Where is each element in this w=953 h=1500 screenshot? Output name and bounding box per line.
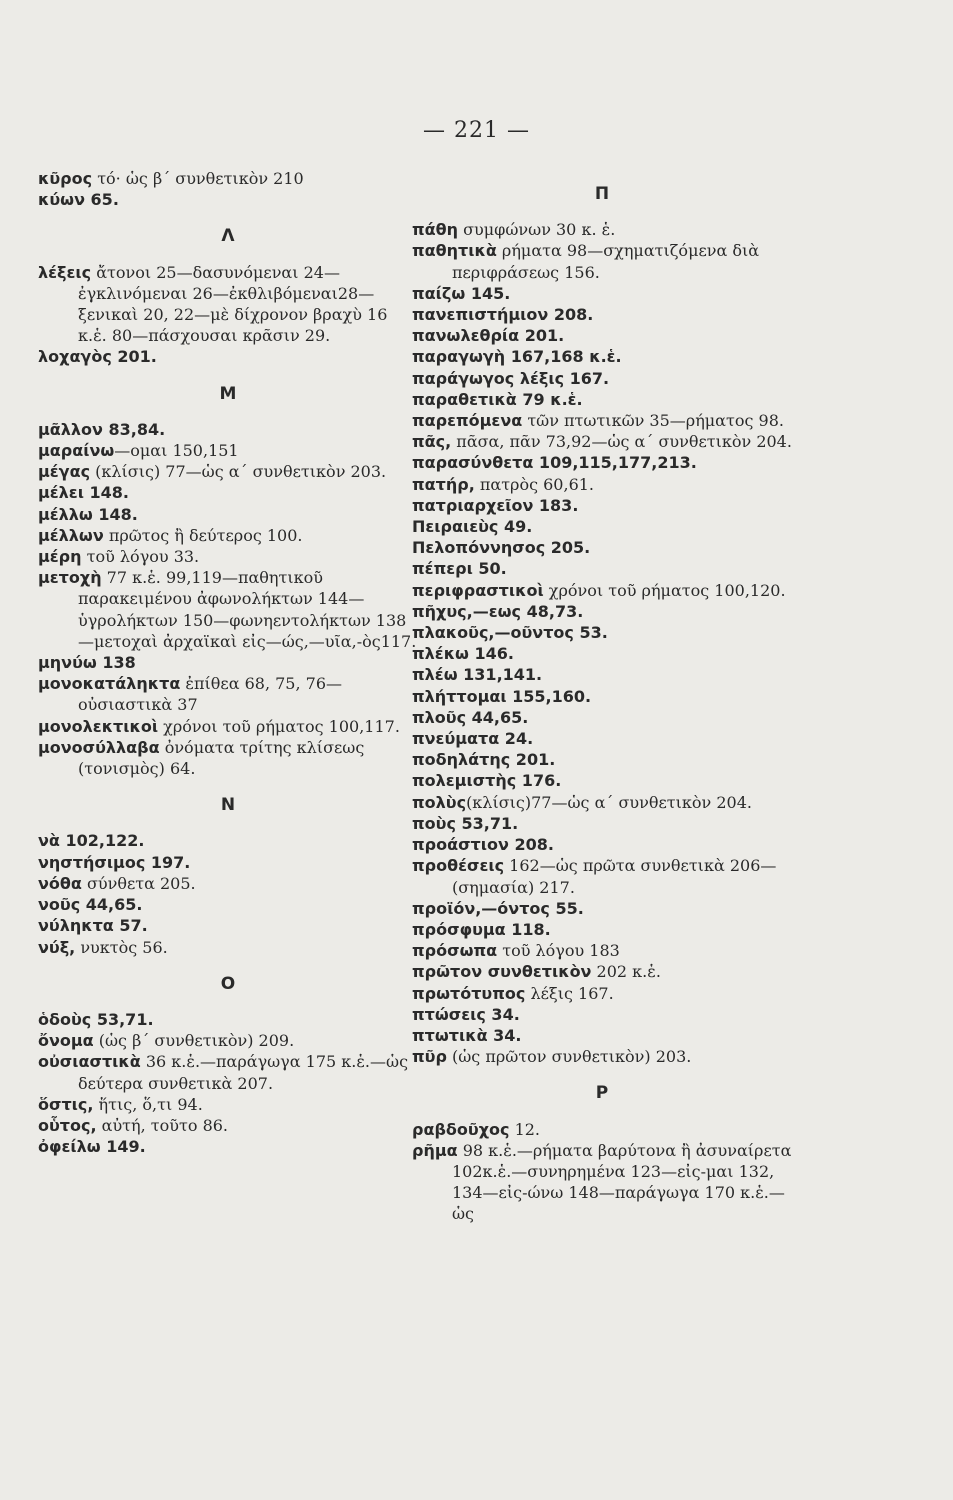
index-entry xyxy=(412,1004,792,1025)
entry-text: τοῦ λόγου 33. xyxy=(81,547,200,567)
index-entry xyxy=(38,346,418,367)
index-entry xyxy=(412,686,792,707)
index-entry xyxy=(412,728,792,749)
section-letter: Λ xyxy=(221,226,235,247)
index-entry xyxy=(412,240,792,282)
entry-headword: πνεύματα 24. xyxy=(412,729,534,749)
entry-headword: νύξ, xyxy=(38,937,76,957)
index-entry xyxy=(412,813,792,834)
index-entry xyxy=(412,749,792,770)
entry-headword: πανωλεθρία 201. xyxy=(412,326,565,346)
index-entry xyxy=(412,537,792,558)
entry-headword: ρῆμα xyxy=(412,1140,458,1160)
index-entry xyxy=(38,1136,418,1157)
section-gap xyxy=(38,958,418,968)
entry-headword: παραθετικὰ 79 κ.ἑ. xyxy=(412,389,583,409)
index-entry xyxy=(412,219,792,240)
entry-headword: παράγωγος λέξις 167. xyxy=(412,368,610,388)
right-column xyxy=(412,168,792,1225)
entry-text: τῶν πτωτικῶν 35—ρήματος 98. xyxy=(522,411,784,431)
entry-text: (ὡς πρῶτον συνθετικὸν) 203. xyxy=(446,1047,692,1067)
entry-headword: πανεπιστήμιον 208. xyxy=(412,305,594,325)
page-number: — 221 — xyxy=(423,118,530,143)
entry-text: 162—ὡς πρῶτα συνθετικὰ 206—(σημασία) 217. xyxy=(452,856,777,897)
index-entry xyxy=(38,189,418,210)
index-entry xyxy=(412,643,792,664)
entry-headword: μέρη xyxy=(38,547,82,567)
index-entry xyxy=(412,1046,792,1067)
entry-headword: πῦρ xyxy=(412,1047,447,1067)
index-entry xyxy=(38,1009,418,1030)
entry-text: νυκτὸς 56. xyxy=(75,937,168,957)
index-entry xyxy=(412,622,792,643)
index-entry xyxy=(412,558,792,579)
index-entry xyxy=(38,716,418,737)
entry-text: (κλίσις)77—ὡς α΄ συνθετικὸν 204. xyxy=(466,792,752,812)
index-entry xyxy=(38,894,418,915)
entry-headword: παρασύνθετα 109,115,177,213. xyxy=(412,453,697,473)
index-entry xyxy=(412,940,792,961)
entry-text: (ὡς β΄ συνθετικὸν) 209. xyxy=(93,1031,295,1051)
index-entry xyxy=(412,410,792,431)
index-entry xyxy=(38,937,418,958)
entry-headword: πρῶτον συνθετικὸν xyxy=(412,962,592,982)
entry-headword: λέξεις xyxy=(38,262,92,282)
entry-headword: παίζω 145. xyxy=(412,283,511,303)
index-entry xyxy=(38,873,418,894)
entry-headword: πατήρ, xyxy=(412,474,475,494)
index-entry xyxy=(412,983,792,1004)
entry-headword: ποὺς 53,71. xyxy=(412,813,519,833)
entry-headword: παθητικὰ xyxy=(412,241,497,261)
entry-headword: οὗτος, xyxy=(38,1115,97,1135)
index-entry xyxy=(412,304,792,325)
entry-headword: ὅστις, xyxy=(38,1094,94,1114)
entry-headword: οὐσιαστικὰ xyxy=(38,1052,141,1072)
index-entry xyxy=(38,461,418,482)
entry-headword: παραγωγὴ 167,168 κ.ἑ. xyxy=(412,347,622,367)
entry-headword: παρεπόμενα xyxy=(412,411,523,431)
index-entry xyxy=(38,567,418,652)
entry-text: ἄτονοι 25—δασυνόμεναι 24—ἐγκλινόμεναι 26—ἐκθλιβόμεναι28—ξενικαὶ 20, 22—μὲ δίχρονον βραχὺ 16 κ.ἑ. 80—πάσχουσαι κρᾶσιν 29. xyxy=(78,262,388,346)
index-entry xyxy=(412,792,792,813)
entry-text: χρόνοι τοῦ ρήματος 100,117. xyxy=(158,716,400,736)
entry-headword: μετοχὴ xyxy=(38,568,102,588)
entry-headword: ραβδοῦχος xyxy=(412,1119,510,1139)
entry-headword: ὄνομα xyxy=(38,1031,94,1051)
entry-headword: προϊόν,—όντος 55. xyxy=(412,898,584,918)
entry-headword: πλέω 131,141. xyxy=(412,665,543,685)
entry-text: ἥτις, ὅ,τι 94. xyxy=(93,1094,203,1114)
index-entry xyxy=(412,707,792,728)
index-entry xyxy=(38,1030,418,1051)
entry-headword: μηνύω 138 xyxy=(38,653,136,673)
index-entry xyxy=(412,431,792,452)
index-entry xyxy=(412,834,792,855)
index-entry xyxy=(412,452,792,473)
index-entry xyxy=(38,852,418,873)
entry-text: 77 κ.ἑ. 99,119—παθητικοῦ παρακειμένου ἀφωνολήκτων 144—ὑγρολήκτων 150—φωνηεντολήκτων 138—μετοχαὶ ἀρχαϊκαὶ εἰς—ώς,—υῖα,-ὸς117. xyxy=(78,568,417,651)
entry-text: σύνθετα 205. xyxy=(81,873,196,893)
entry-text: 36 κ.ἑ.—παράγωγα 175 κ.ἑ.—ὡς δεύτερα συνθετικὰ 207. xyxy=(78,1052,409,1093)
index-entry xyxy=(38,504,418,525)
entry-headword: νὰ 102,122. xyxy=(38,831,145,851)
index-entry xyxy=(412,898,792,919)
index-entry xyxy=(412,664,792,685)
entry-headword: πλέκω 146. xyxy=(412,644,515,664)
section-gap xyxy=(38,368,418,378)
entry-text: 12. xyxy=(509,1119,541,1139)
entry-headword: περιφραστικοὶ xyxy=(412,580,544,600)
entry-headword: πρόσωπα xyxy=(412,941,498,961)
index-entry xyxy=(38,419,418,440)
index-entry xyxy=(412,346,792,367)
entry-text: πρῶτος ἢ δεύτερος 100. xyxy=(103,525,303,545)
entry-text: ρήματα 98—σχηματιζόμενα διὰ περιφράσεως 156. xyxy=(452,241,760,282)
entry-headword: πτωτικὰ 34. xyxy=(412,1025,522,1045)
entry-headword: νύληκτα 57. xyxy=(38,916,148,936)
entry-text: ὀνόματα τρίτης κλίσεως (τονισμὸς) 64. xyxy=(78,737,365,779)
entry-headword: μέγας xyxy=(38,462,91,482)
entry-text: αὐτή, τοῦτο 86. xyxy=(96,1115,229,1135)
entry-headword: μαραίνω xyxy=(38,441,115,461)
index-entry xyxy=(38,1094,418,1115)
entry-headword: ὁδοὺς 53,71. xyxy=(38,1009,154,1029)
entry-text: συμφώνων 30 κ. ἑ. xyxy=(458,220,616,240)
entry-text: ἐπίθεα 68, 75, 76—οὐσιαστικὰ 37 xyxy=(78,674,343,715)
index-entry xyxy=(412,580,792,601)
index-entry xyxy=(412,474,792,495)
index-entry xyxy=(38,737,418,779)
index-entry xyxy=(412,368,792,389)
entry-headword: πολεμιστὴς 176. xyxy=(412,771,562,791)
index-entry xyxy=(38,652,418,673)
index-entry xyxy=(38,1051,418,1093)
entry-headword: πλήττομαι 155,160. xyxy=(412,686,592,706)
entry-headword: Πειραιεὺς 49. xyxy=(412,517,533,537)
entry-headword: μέλει 148. xyxy=(38,483,129,503)
entry-headword: προάστιον 208. xyxy=(412,835,554,855)
index-entry xyxy=(412,1025,792,1046)
entry-text: λέξις 167. xyxy=(525,983,614,1003)
entry-text: τοῦ λόγου 183 xyxy=(497,941,620,961)
section-letter: Ν xyxy=(220,795,236,816)
left-column xyxy=(38,168,418,1157)
index-entry xyxy=(412,919,792,940)
index-entry xyxy=(38,262,418,347)
index-entry xyxy=(38,830,418,851)
entry-headword: πτώσεις 34. xyxy=(412,1004,520,1024)
entry-headword: ὀφείλω 149. xyxy=(38,1137,146,1157)
entry-text: χρόνοι τοῦ ρήματος 100,120. xyxy=(543,580,786,600)
entry-headword: νοῦς 44,65. xyxy=(38,895,143,915)
entry-headword: Πελοπόννησος 205. xyxy=(412,538,591,558)
index-entry xyxy=(38,482,418,503)
index-entry xyxy=(38,1115,418,1136)
index-entry xyxy=(412,1119,792,1140)
index-entry xyxy=(412,325,792,346)
index-entry xyxy=(38,546,418,567)
entry-headword: πολὺς xyxy=(412,792,467,812)
section-gap xyxy=(38,779,418,789)
entry-headword: μονοκατάληκτα xyxy=(38,674,181,694)
entry-text: —ομαι 150,151 xyxy=(114,441,239,461)
entry-headword: κῦρος xyxy=(38,169,93,188)
entry-headword: ποδηλάτης 201. xyxy=(412,750,556,770)
section-gap xyxy=(38,210,418,220)
entry-headword: μᾶλλον 83,84. xyxy=(38,419,166,439)
entry-headword: κύων 65. xyxy=(38,190,119,210)
section-gap xyxy=(412,168,792,178)
entry-headword: πάθη xyxy=(412,220,459,240)
entry-headword: πλακοῦς,—οῦντος 53. xyxy=(412,623,608,643)
index-entry xyxy=(412,389,792,410)
entry-text: τό· ὡς β΄ συνθετικὸν 210 xyxy=(92,169,304,188)
index-entry xyxy=(412,770,792,791)
entry-headword: πᾶς, xyxy=(412,432,452,452)
entry-text: πατρὸς 60,61. xyxy=(474,474,595,494)
entry-text: 98 κ.ἑ.—ρήματα βαρύτονα ἢ ἀσυναίρετα 102κ.ἑ.—συνηρημένα 123—εἰς-μαι 132, 134—εἰς-ώνω 148—παράγωγα 170 κ.ἑ.—ὡς xyxy=(452,1140,792,1224)
index-entry xyxy=(38,168,418,189)
entry-headword: πλοῦς 44,65. xyxy=(412,707,529,727)
entry-headword: πέπερι 50. xyxy=(412,559,507,579)
entry-headword: πρόσφυμα 118. xyxy=(412,919,551,939)
entry-headword: πῆχυς,—εως 48,73. xyxy=(412,601,584,621)
entry-headword: πατριαρχεῖον 183. xyxy=(412,495,579,515)
index-entry xyxy=(412,283,792,304)
index-entry xyxy=(412,601,792,622)
entry-text: 202 κ.ἑ. xyxy=(591,962,661,982)
index-entry xyxy=(412,961,792,982)
entry-headword: νηστήσιμος 197. xyxy=(38,852,191,872)
index-entry xyxy=(412,1140,792,1225)
index-entry xyxy=(38,673,418,715)
index-entry xyxy=(412,495,792,516)
section-letter: Ρ xyxy=(595,1083,609,1104)
section-gap xyxy=(412,1067,792,1077)
entry-headword: νόθα xyxy=(38,873,82,893)
index-entry xyxy=(412,855,792,897)
entry-headword: μονοσύλλαβα xyxy=(38,737,160,757)
index-entry xyxy=(38,525,418,546)
entry-headword: μονολεκτικοὶ xyxy=(38,716,159,736)
index-entry xyxy=(38,915,418,936)
entry-headword: προθέσεις xyxy=(412,856,505,876)
section-letter: Μ xyxy=(219,383,237,404)
entry-text: (κλίσις) 77—ὡς α΄ συνθετικὸν 203. xyxy=(90,462,387,482)
entry-headword: μέλλω 148. xyxy=(38,504,138,524)
entry-headword: μέλλων xyxy=(38,525,104,545)
index-entry xyxy=(38,440,418,461)
entry-text: πᾶσα, πᾶν 73,92—ὡς α΄ συνθετικὸν 204. xyxy=(451,432,792,452)
entry-headword: λοχαγὸς 201. xyxy=(38,347,157,367)
index-entry xyxy=(412,516,792,537)
entry-headword: πρωτότυπος xyxy=(412,983,526,1003)
section-letter: Π xyxy=(594,184,610,204)
section-letter: Ο xyxy=(220,973,236,994)
